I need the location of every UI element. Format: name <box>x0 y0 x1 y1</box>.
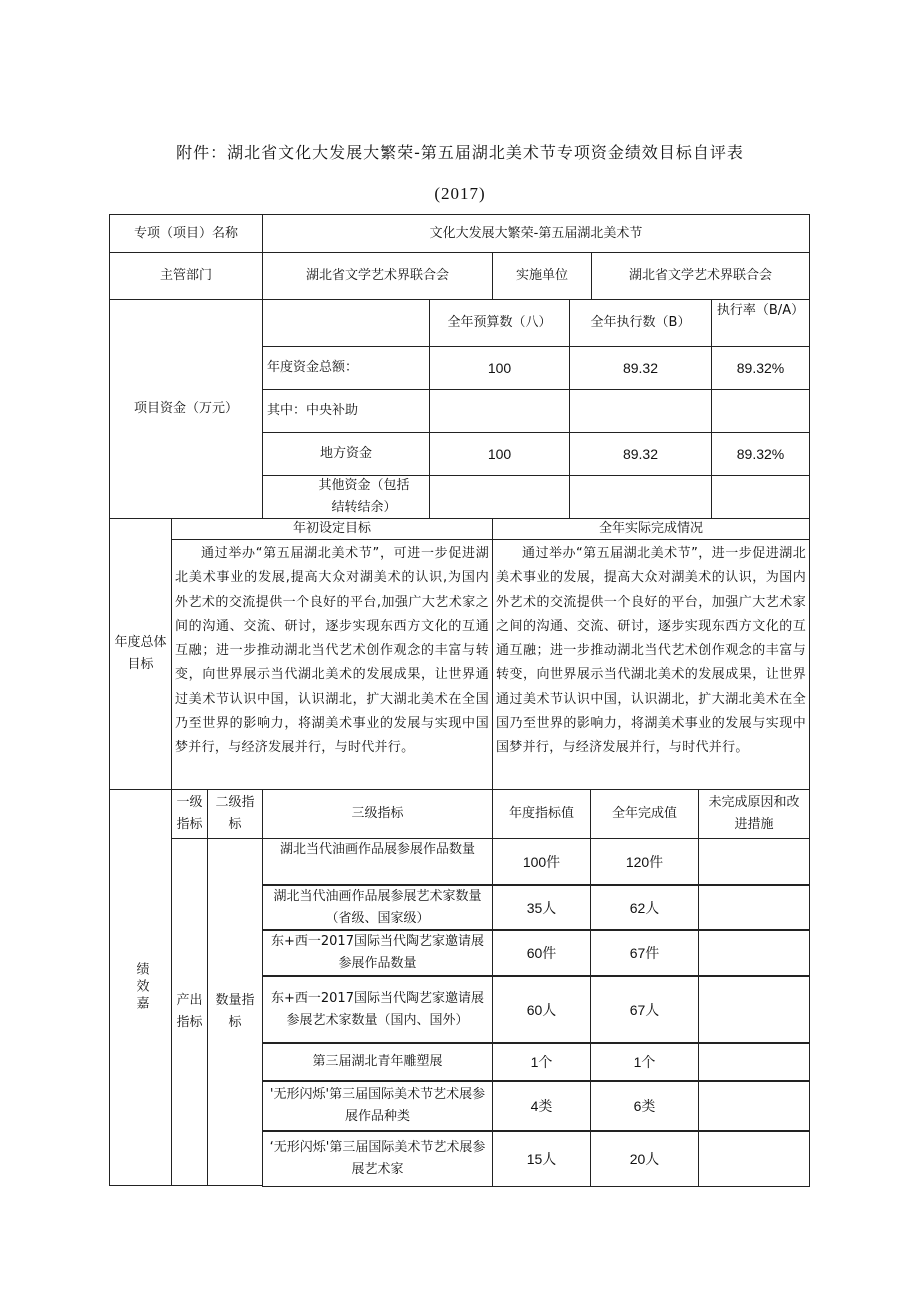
perf-row-reason <box>698 1130 810 1187</box>
funds-label: 项目资金（万元） <box>109 299 263 519</box>
funds-row-actual <box>569 389 712 433</box>
funds-row-actual <box>569 475 712 519</box>
goals-actual-header: 全年实际完成情况 <box>492 518 810 540</box>
funds-row-name: 其中：中央补助 <box>262 389 430 433</box>
goals-planned-header: 年初设定目标 <box>171 518 493 540</box>
funds-row-rate: 89.32% <box>711 432 810 476</box>
funds-row-name: 其他资金（包括结转结余） <box>262 475 430 519</box>
department-value: 湖北省文学艺术界联合会 <box>262 252 493 300</box>
perf-row-reason <box>698 929 810 977</box>
perf-row-name: 湖北当代油画作品展参展艺术家数量（省级、国家级） <box>262 884 493 931</box>
perf-row-target: 15人 <box>492 1130 591 1187</box>
funds-row-name: 地方资金 <box>262 432 430 476</box>
funds-row-actual: 89.32 <box>569 432 712 476</box>
perf-row-name: 东+西一2017国际当代陶艺家邀请展参展作品数量 <box>262 929 493 977</box>
perf-header-target: 年度指标值 <box>492 789 591 839</box>
document-year: (2017) <box>434 184 486 203</box>
perf-row-done: 1个 <box>590 1042 699 1082</box>
funds-row-rate <box>711 389 810 433</box>
perf-header-level1: 一级指标 <box>171 789 208 839</box>
project-name-value: 文化大发展大繁荣-第五届湖北美术节 <box>262 214 810 253</box>
perf-row-done: 67件 <box>590 929 699 977</box>
perf-header-reason: 未完成原因和改进措施 <box>698 789 810 839</box>
funds-row-budget: 100 <box>429 346 570 390</box>
perf-row-target: 100件 <box>492 838 591 886</box>
perf-row-name: ‘无形闪烁'第三届国际美术节艺术展参展艺术家 <box>262 1130 493 1187</box>
implementer-value: 湖北省文学艺术界联合会 <box>591 252 810 300</box>
perf-row-reason <box>698 975 810 1044</box>
perf-row-target: 1个 <box>492 1042 591 1082</box>
department-label: 主管部门 <box>109 252 263 300</box>
perf-row-done: 120件 <box>590 838 699 886</box>
perf-header-level2: 二级指标 <box>207 789 263 839</box>
perf-row-reason <box>698 838 810 886</box>
perf-header-level3: 三级指标 <box>262 789 493 839</box>
perf-row-target: 4类 <box>492 1080 591 1132</box>
project-name-label: 专项（项目）名称 <box>109 214 263 253</box>
perf-row-target: 60件 <box>492 929 591 977</box>
perf-row-done: 20人 <box>590 1130 699 1187</box>
document-title: 附件：湖北省文化大发展大繁荣-第五届湖北美术节专项资金绩效目标自评表 <box>176 143 744 162</box>
funds-row-budget <box>429 389 570 433</box>
perf-row-name: '无形闪烁'第三届国际美术节艺术展参展作品种类 <box>262 1080 493 1132</box>
perf-level1-value: 产出指标 <box>171 838 208 1186</box>
perf-row-done: 6类 <box>590 1080 699 1132</box>
funds-row-rate: 89.32% <box>711 346 810 390</box>
funds-row-budget <box>429 475 570 519</box>
implementer-label: 实施单位 <box>492 252 592 300</box>
perf-row-name: 东+西一2017国际当代陶艺家邀请展参展艺术家数量（国内、国外） <box>262 975 493 1044</box>
funds-row-budget: 100 <box>429 432 570 476</box>
perf-row-done: 62人 <box>590 884 699 931</box>
funds-header-actual: 全年执行数（B） <box>569 299 712 347</box>
funds-row-rate <box>711 475 810 519</box>
perf-row-reason <box>698 884 810 931</box>
perf-row-reason <box>698 1042 810 1082</box>
funds-row-name: 年度资金总额： <box>262 346 430 390</box>
funds-row-actual: 89.32 <box>569 346 712 390</box>
performance-label <box>109 789 172 1186</box>
goals-label: 年度总体目标 <box>109 518 172 790</box>
funds-header-rate: 执行率（B/A） <box>711 299 810 347</box>
perf-row-name: 湖北当代油画作品展参展作品数量 <box>262 838 493 886</box>
funds-header-blank <box>262 299 430 347</box>
goals-planned-text: 通过举办“第五届湖北美术节”，可进一步促进湖北美术事业的发展,提高大众对湖美术的认识,为国内外艺术的交流提供一个良好的平台,加强广大艺术家之间的沟通、交流、研讨，逐步实现东西方文化的互通互融；进一步推动湖北当代艺术创作观念的丰富与转变，向世界展示当代湖北美术的发展成果，让世界通过美术节认识中国，认识湖北，扩大湖北美术在全国乃至世界的影响力，将湖美术事业的发展与实现中国梦并行，与经济发展并行，与时代并行。 <box>171 539 493 790</box>
perf-level2-value: 数量指标 <box>207 838 263 1186</box>
perf-row-reason <box>698 1080 810 1132</box>
perf-header-done: 全年完成值 <box>590 789 699 839</box>
perf-row-done: 67人 <box>590 975 699 1044</box>
perf-row-target: 60人 <box>492 975 591 1044</box>
performance-label-text: 绩效嘉 <box>133 962 149 1013</box>
funds-header-budget: 全年预算数（八） <box>429 299 570 347</box>
perf-row-target: 35人 <box>492 884 591 931</box>
goals-actual-text: 通过举办“第五届湖北美术节”，进一步促进湖北美术事业的发展，提高大众对湖美术的认识，为国内外艺术的交流提供一个良好的平台，加强广大艺术家之间的沟通、交流、研讨，逐步实现东西方文化的互通互融；进一步推动湖北当代艺术创作观念的丰富与转变，向世界展示当代湖北美术的发展成果，让世界通过美术节认识中国，认识湖北，扩大湖北美术在全国乃至世界的影响力，将湖美术事业的发展与实现中国梦并行，与经济发展并行，与时代并行。 <box>492 539 810 790</box>
perf-row-name: 第三届湖北青年雕塑展 <box>262 1042 493 1082</box>
